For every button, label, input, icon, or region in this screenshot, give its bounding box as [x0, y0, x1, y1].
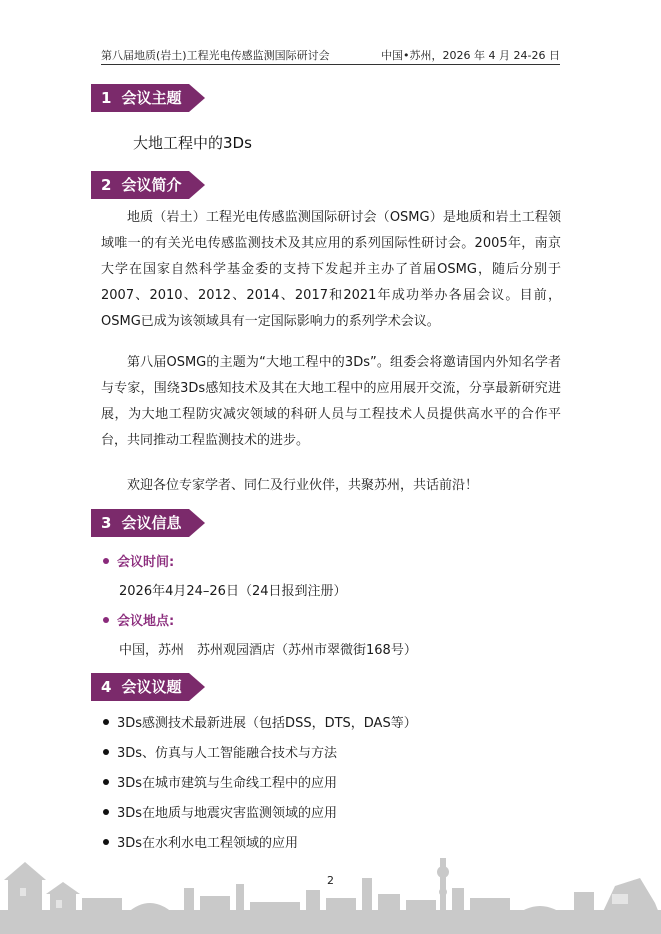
section-title: 会议议题 [121, 678, 182, 696]
list-item [103, 772, 337, 791]
info-time-item [103, 551, 174, 570]
page-number: 2 [327, 874, 334, 887]
bullet-icon [103, 617, 109, 623]
running-header-date: 中国•苏州，2026 年 4 月 24-26 日 [381, 49, 560, 62]
section-number: 4 [101, 678, 112, 696]
conference-theme: 大地工程中的3Ds [133, 134, 252, 152]
intro-paragraph-3 [101, 473, 561, 499]
topic-text: 3Ds在城市建筑与生命线工程中的应用 [117, 776, 338, 791]
section-number: 3 [101, 514, 112, 532]
topic-text: 3Ds、仿真与人工智能融合技术与方法 [117, 746, 338, 761]
section-heading-3 [91, 509, 205, 537]
header-rule [101, 64, 560, 65]
bullet-icon [103, 749, 109, 755]
bullet-icon [103, 558, 109, 564]
section-title: 会议简介 [121, 176, 182, 194]
place-label: 会议地点: [117, 614, 175, 629]
running-header-title: 第八届地质(岩土)工程光电传感监测国际研讨会 [101, 49, 330, 62]
bullet-icon [103, 809, 109, 815]
paragraph-text: 欢迎各位专家学者、同仁及行业伙伴，共聚苏州，共话前沿！ [127, 478, 479, 493]
list-item [103, 742, 337, 761]
topic-text: 3Ds在水利水电工程领域的应用 [117, 836, 299, 851]
heading-arrow [189, 84, 205, 112]
topic-text: 3Ds在地质与地震灾害监测领域的应用 [117, 806, 338, 821]
paragraph-text: 地质（岩土）工程光电传感监测国际研讨会（OSMG）是地质和岩土工程领域唯一的有关光电传感监测技术及其应用的系列国际性研讨会。2005年，南京大学在国家自然科学基金委的支持下发起并主办了首届OSMG，随后分别于2007、2010、2012、2014、2017和2021年成功举办各届会议。目前，OSMG已成为该领域具有一定国际影响力的系列学术会议。 [101, 210, 561, 329]
list-item [103, 712, 417, 731]
list-item [103, 802, 337, 821]
intro-paragraph-1 [101, 205, 561, 335]
info-place-item [103, 610, 174, 629]
heading-arrow [189, 509, 205, 537]
section-heading-2 [91, 171, 205, 199]
city-skyline-illustration [0, 848, 661, 934]
bullet-icon [103, 719, 109, 725]
bullet-icon [103, 839, 109, 845]
topic-text: 3Ds感测技术最新进展（包括DSS，DTS，DAS等） [117, 716, 417, 731]
heading-arrow [189, 171, 205, 199]
time-value: 2026年4月24–26日（24日报到注册） [119, 584, 347, 599]
time-label: 会议时间: [117, 555, 175, 570]
section-title: 会议信息 [121, 514, 182, 532]
paragraph-text: 第八届OSMG的主题为“大地工程中的3Ds”。组委会将邀请国内外知名学者与专家，围绕3Ds感知技术及其在大地工程中的应用展开交流，分享最新研究进展，为大地工程防灾减灾领域的科研人员与工程技术人员提供高水平的合作平台，共同推动工程监测技术的进步。 [101, 355, 561, 448]
intro-paragraph-2 [101, 350, 561, 454]
place-value: 中国，苏州 苏州观园酒店（苏州市翠微街168号） [119, 643, 417, 658]
bullet-icon [103, 779, 109, 785]
section-title: 会议主题 [121, 89, 182, 107]
heading-arrow [189, 673, 205, 701]
section-number: 2 [101, 176, 112, 194]
section-number: 1 [101, 89, 112, 107]
section-heading-1 [91, 84, 205, 112]
section-heading-4 [91, 673, 205, 701]
